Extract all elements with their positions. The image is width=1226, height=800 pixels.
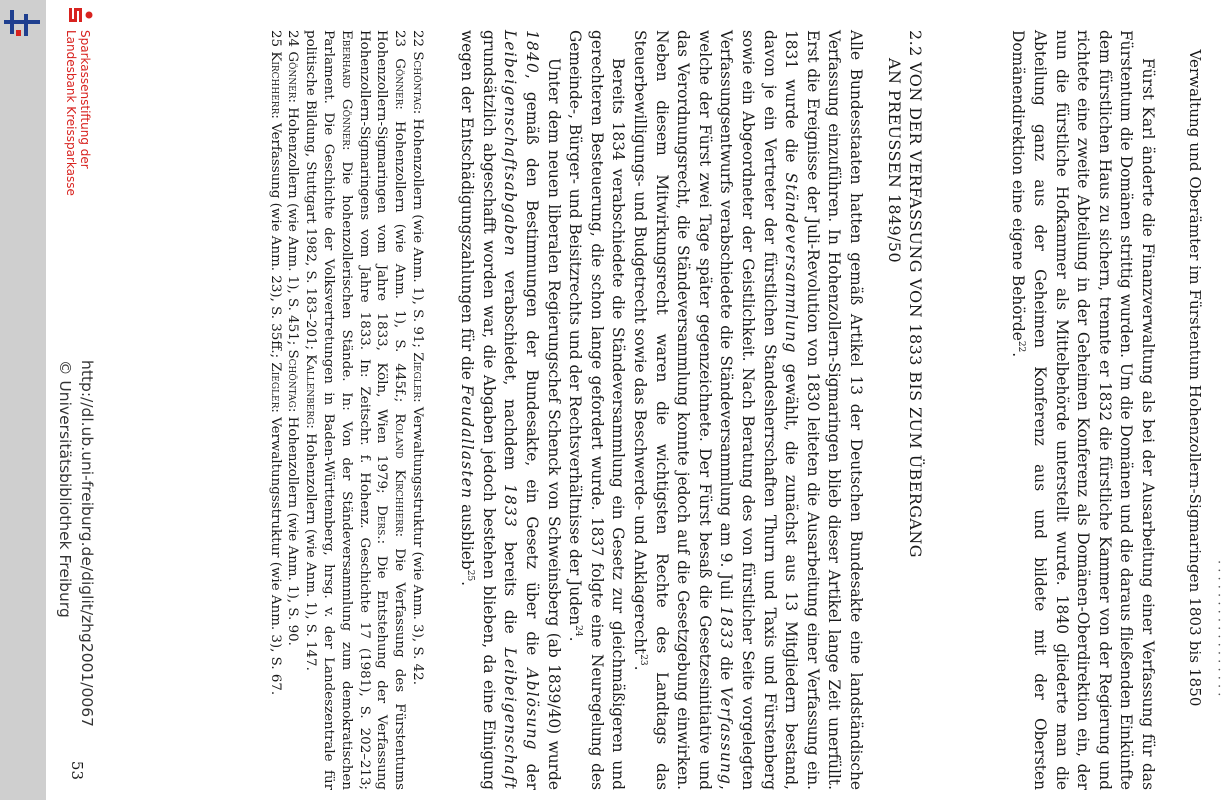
- scanned-page-viewport[interactable]: [46, 0, 1226, 800]
- section-heading: 2.2 VON DER VERFASSUNG VON 1833 BIS ZUM ÜBERGANG AN PREUSSEN 1849/50: [885, 30, 925, 558]
- footnote-ref-23[interactable]: 23: [638, 654, 649, 666]
- running-head: Verwaltung und Oberämter im Fürstentum Hohenzollern-Sigmaringen 1803 bis 1850: [1186, 49, 1204, 707]
- section-body: [456, 30, 866, 790]
- library-logo-icon[interactable]: [2, 4, 42, 44]
- footnote-23: 23 Gönner: Hohenzollern (wie Anm. 1), S. 445f.; Roland Kirchherr: Die Verfassung des Fürstentums Hohenzollern-Sigmaringen vom Jahre 1833, Köln, Wien 1979; Ders.: Die Entstehung der Verfassung Hohenzollern-Sigmaringens vom Jahre 1833. In: Zeitschr. f. Hohenz. Geschichte 17 (1981), S. 202–213; Eberhard Gönner: Die hohenzollerischen Stände. In: Von der Ständeversammlung zum demokratischen Parlament. Die Geschichte der Volksvertretungen in Baden-Württemberg, hrsg. v. der Landeszentrale für politische Bildung, Stuttgart 1982, S. 183–201; Kallenberg: Hohenzollern (wie Anm. 1), S. 147.: [303, 30, 408, 790]
- section-paragraph-3: Unter dem neuen liberalen Regierungschef Schenck von Schweinsberg (ab 1839/40) wurde 1840, gemäß den Bestimmungen der Bundesakte, ein Gesetz über die Ablösung der Leibeigenschaftsabgaben verabschiedet, nachdem 1833 bereits die Leibeigenschaft grundsätzlich abgeschafft worden war, die Abgaben jedoch bestehen blieben, da eine Einigung wegen der Entschädigungszahlungen für die Feudallasten ausblieb$^{25}$.: [458, 30, 563, 790]
- intro-paragraph: Fürst Karl änderte die Finanzverwaltung als bei der Ausarbeitung einer Verfassung für das Fürstentum die Domänen strittig wurden. Um die Domänen und die daraus fließenden Einkünfte dem fürstlichen Haus zu sichern, trennte er 1832 die fürstliche Kammer von der Regierung und richtete eine zweite Abteilung in der Geheimen Konferenz als Domänen-Oberdirektion ein, der nun die fürstliche Hofkammer als Mittelbehörde unterstellt wurde. 1840 gliederte man die Abteilung ganz aus der Geheimen Konferenz aus und bildete mit der Obersten Domänendirektion eine eigene Behörde$^{22}$.: [1009, 30, 1157, 790]
- footnote-ref-22[interactable]: 22: [1016, 340, 1027, 353]
- cropped-top-text: · · · · · · · · · · · · · · · · ·: [1211, 560, 1226, 697]
- footnote-25: 25 Kirchherr: Verfassung (wie Anm. 23), S. 35ff.; Ziegler: Verwaltungsstruktur (wie Anm. 3), S. 67.: [267, 30, 283, 696]
- sponsor-block: [50, 0, 100, 200]
- footnote-22: 22 Schöntag: Hohenzollern (wie Anm. 1), S. 91; Ziegler: Verwaltungsstruktur (wie Anm. 3), S. 42.: [410, 30, 425, 685]
- section-paragraph-1: Alle Bundesstaaten hatten gemäß Artikel 13 der Deutschen Bundesakte eine landständische Verfassung einzuführen. In Hohenzollern-Sigmaringen blieb dieser Artikel lange Zeit unerfüllt. Erst die Ereignisse der Juli-Revolution von 1830 leiteten die Ausarbeitung einer Verfassung ein. 1831 wurde die Ständeversammlung gewählt, die zunächst aus 13 Mitgliedern bestand, davon je ein Vertreter der fürstlichen Standesherrschaften Thurn und Taxis und Fürstenberg sowie ein Abgeordneter der Geistlichkeit. Nach Beratung des von fürstlicher Seite vorgelegten Verfassungsentwurfs verabschiedete die Ständeversammlung am 9. Juli 1833 die Verfassung, welche der Fürst zwei Tage später gegenzeichnete. Der Fürst besaß die Gesetzesinitiative und das Verordnungsrecht, die Ständeversammlung konnte jedoch auf die Gesetzgebung einwirken. Neben diesem Mitwirkungsrecht waren die wichtigsten Rechte des Landtags das Steuerbewilligungs- und Budgetrecht sowie das Beschwerde- und Anklagerecht$^{23}$.: [631, 30, 865, 791]
- page-number: 53: [68, 760, 86, 780]
- permalink-url[interactable]: http://dl.ub.uni-freiburg.de/diglit/zhg2001/0067: [78, 360, 96, 727]
- footnote-ref-24[interactable]: 24: [573, 625, 584, 637]
- footnote-24: 24 Gönner: Hohenzollern (wie Anm. 1), S. 451; Schöntag: Hohenzollern (wie Anm. 1), S. 90.: [285, 30, 301, 646]
- section-paragraph-2: Bereits 1834 verabschiedete die Ständeversammlung ein Gesetz zur gleichmäßigeren und gerechteren Besteuerung, die schon lange gefordert wurde. 1837 folgte eine Neuregelung des Gemeinde-, Bürger- und Beisitzrechts und der Rechtsverhältnisse der Juden$^{24}$.: [566, 30, 628, 790]
- copyright-notice: © Universitätsbibliothek Freiburg: [56, 360, 74, 618]
- sparkasse-logo-icon: [64, 4, 94, 26]
- scanned-page: [46, 0, 1226, 800]
- footnotes: [266, 30, 426, 790]
- sponsor-text: Sparkassenstiftung der Landesbank Kreissparkasse: [64, 30, 92, 196]
- footnote-ref-25[interactable]: 25: [465, 569, 476, 582]
- viewer-sidebar: [0, 0, 46, 800]
